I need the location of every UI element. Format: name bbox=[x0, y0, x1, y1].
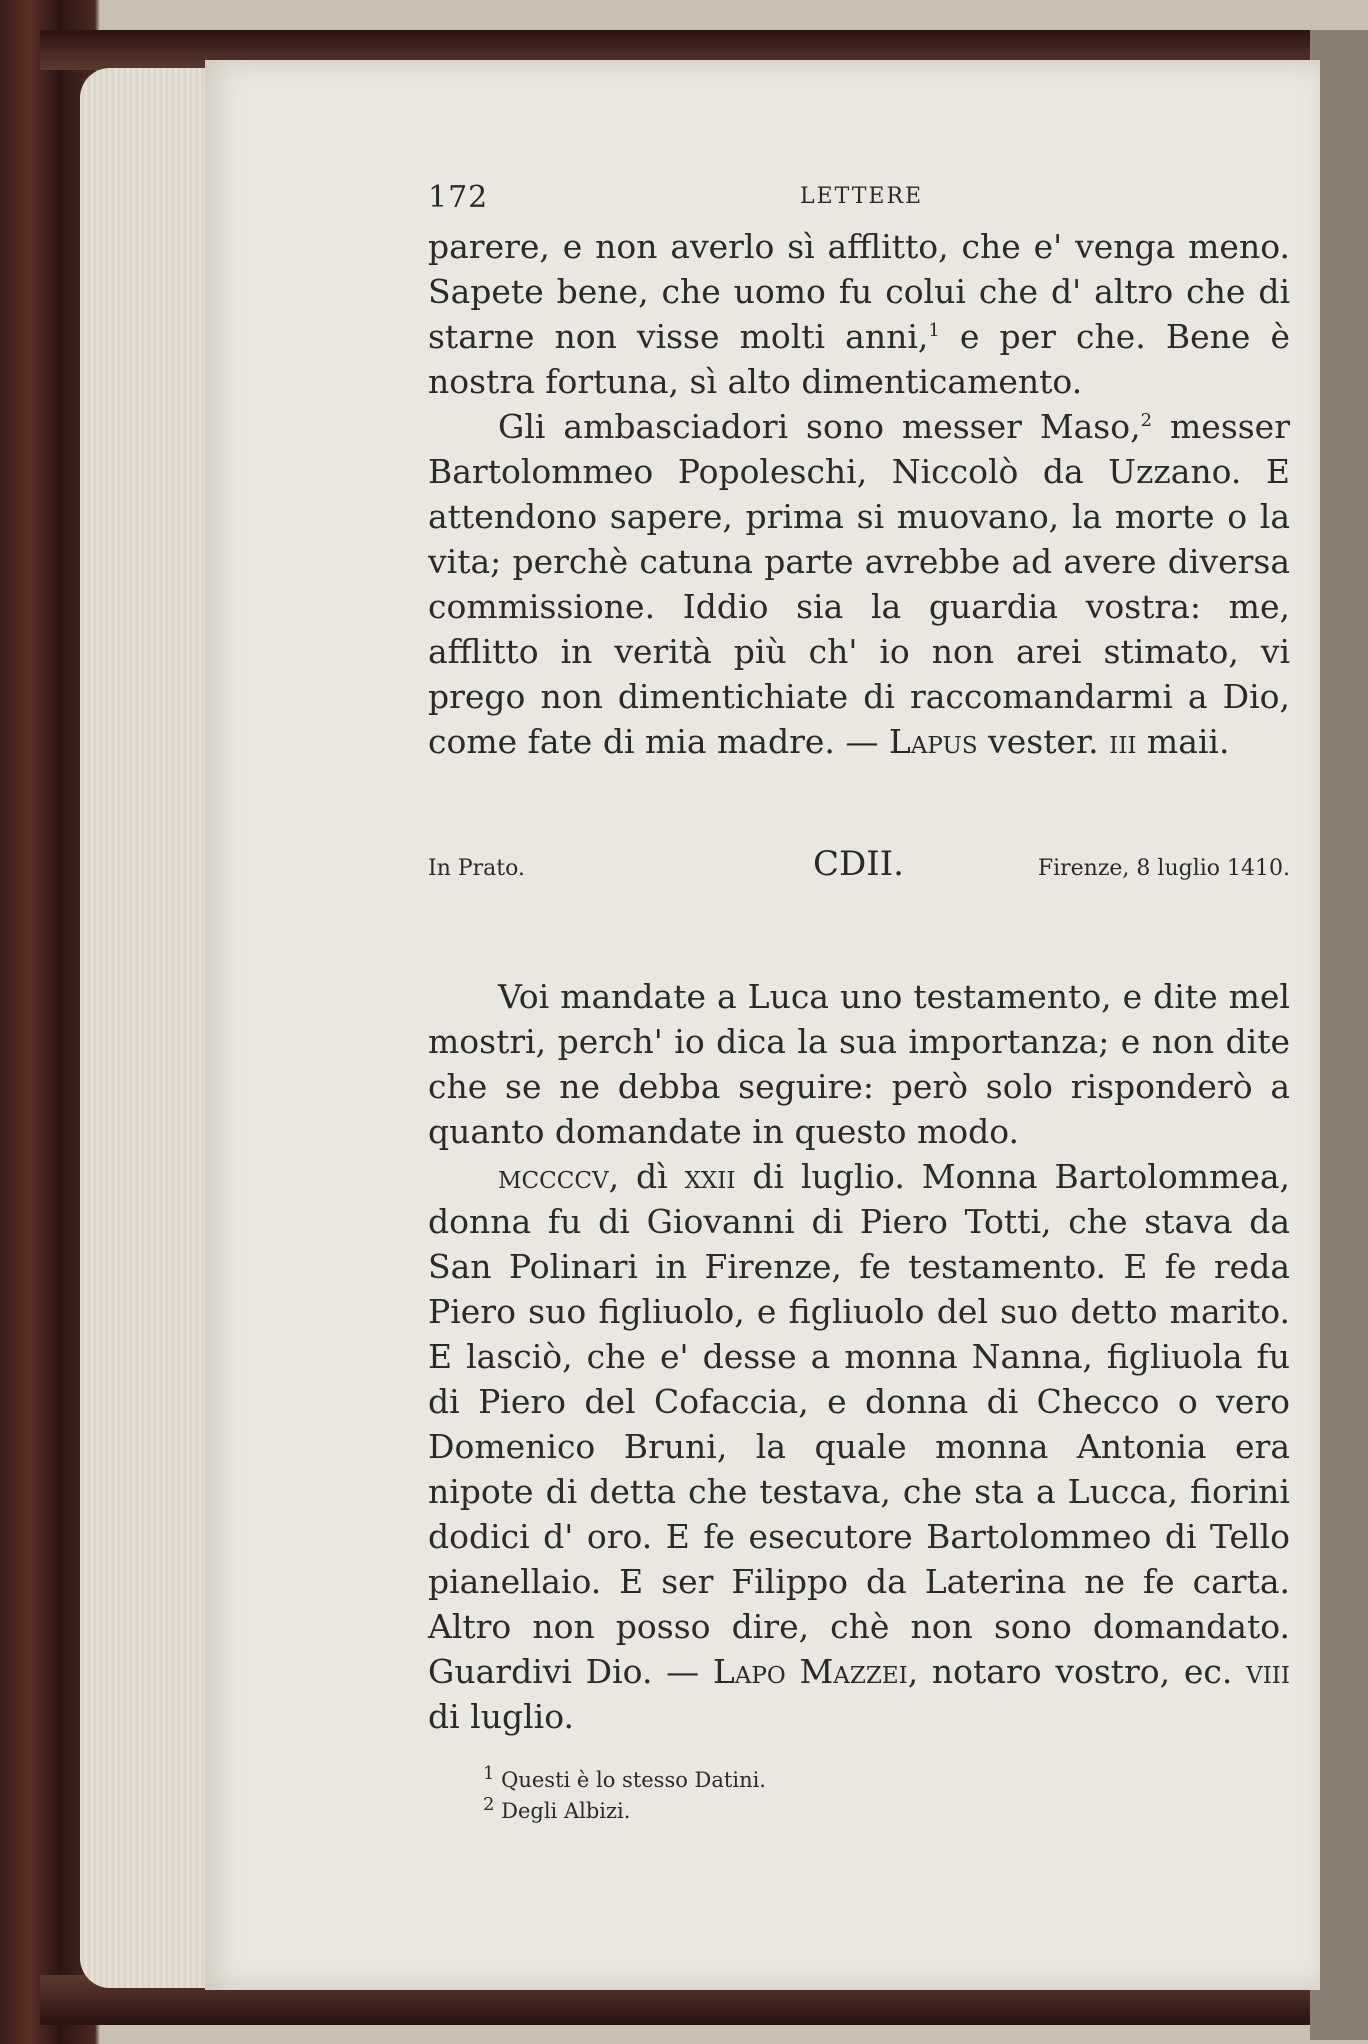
footnote-marker: 1 bbox=[928, 320, 940, 341]
running-head: LETTERE bbox=[800, 184, 924, 209]
letter1-paragraph-1: parere, e non averlo sì afflitto, che e' venga meno. Sapete bene, che uomo fu colui che d' altro che di starne non visse molti anni,$^1$ e per che. Bene è nostra fortuna, sì alto dimenticamento. bbox=[428, 227, 1290, 401]
footnote: $^2$ Degli Albizi. bbox=[483, 1794, 631, 1823]
page-content bbox=[428, 180, 1290, 1827]
letter-address: In Prato. bbox=[428, 856, 525, 881]
letter-place-date: Firenze, 8 luglio 1410. bbox=[1037, 856, 1290, 881]
letter-heading bbox=[428, 844, 1290, 914]
letter-number: CDII. bbox=[813, 844, 904, 884]
page-edges bbox=[80, 68, 220, 1988]
letter2-paragraph-2: mccccv, dì xxii di luglio. Monna Bartolommea, donna fu di Giovanni di Piero Totti, che stava da San Polinari in Firenze, fe testamento. E fe reda Piero suo figliuolo, e figliuolo del suo detto marito. E lasciò, che e' desse a monna Nanna, figliuola fu di Piero del Cofaccia, e donna di Checco o vero Domenico Bruni, la quale monna Antonia era nipote di detta che testava, che sta a Lucca, fiorini dodici d' oro. E fe esecutore Bartolommeo di Tello pianellaio. E ser Filippo da Laterina ne fe carta. Altro non posso dire, chè non sono domandato. Guardivi Dio. — Lapo Mazzei, notaro vostro, ec. viii di luglio. bbox=[428, 1157, 1290, 1736]
page-number: 172 bbox=[428, 180, 489, 215]
letter1-paragraph-2: Gli ambasciadori sono messer Maso,$^2$ messer Bartolommeo Popoleschi, Niccolò da Uzzano. E attendono sapere, prima si muovano, la morte o la vita; perchè catuna parte avrebbe ad avere diversa commissione. Iddio sia la guardia vostra: me, afflitto in verità più ch' io non arei stimato, vi prego non dimentichiate di raccomandarmi a Dio, come fate di mia madre. — Lapus vester. iii maii. bbox=[428, 407, 1290, 761]
signature: Lapus bbox=[888, 722, 978, 761]
spacer bbox=[428, 914, 1290, 974]
footnotes bbox=[428, 1765, 1290, 1827]
footnote: $^1$ Questi è lo stesso Datini. bbox=[483, 1763, 766, 1792]
footnote-marker: 2 bbox=[1140, 410, 1153, 431]
page-header bbox=[428, 180, 1290, 224]
letter2-paragraph-1: Voi mandate a Luca uno testamento, e dite mel mostri, perch' io dica la sua importanza; e non dite che se ne debba seguire: però solo risponderò a quanto domandate in questo modo. bbox=[428, 977, 1290, 1151]
signature: Lapo Mazzei bbox=[712, 1652, 908, 1691]
